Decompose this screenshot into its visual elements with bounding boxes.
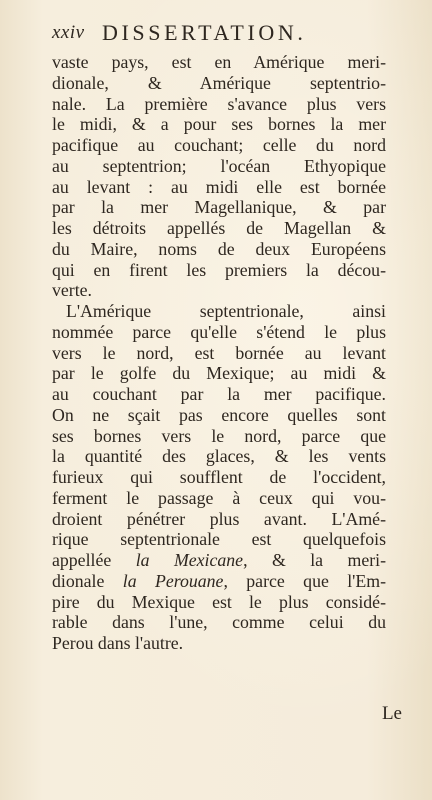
text-line: nale. La première s'avance plus vers [52, 93, 386, 114]
text-run: , & la meri- [243, 550, 386, 570]
text-line [52, 571, 386, 592]
text-line: verte. [52, 280, 92, 301]
italic-term-mexicane: la Mexicane [135, 550, 244, 570]
text-line: qui en firent les premiers la décou- [52, 259, 386, 280]
text-line [52, 550, 386, 571]
text-line: par le golfe du Mexique; au midi & [52, 363, 386, 384]
page-number: xxiv [52, 22, 85, 43]
text-line: au levant : au midi elle est bornée [52, 176, 386, 197]
text-line: nommée parce qu'elle s'étend le plus [52, 321, 386, 342]
paragraph-first-line: L'Amérique septentrionale, ainsi [66, 301, 386, 321]
text-line: les détroits appellés de Magellan & [52, 218, 386, 238]
text-line: par la mer Magellanique, & par [52, 197, 386, 218]
text-line: pire du Mexique est le plus considé- [52, 591, 386, 612]
text-line: ferment le passage à ceux qui vou- [52, 487, 386, 508]
text-line: dionale, & Amérique septentrio- [52, 72, 386, 93]
text-line: du Maire, noms de deux Européens [52, 238, 386, 259]
text-line: On ne sçait pas encore quelles sont [52, 404, 386, 425]
text-line: au couchant par la mer pacifique. [52, 384, 386, 404]
text-line: pacifique au couchant; celle du nord [52, 135, 386, 155]
text-line: vers le nord, est bornée au levant [52, 342, 386, 363]
text-line: la quantité des glaces, & les vents [52, 446, 386, 467]
text-line: au septentrion; l'océan Ethyopique [52, 155, 386, 176]
text-run: dionale [52, 570, 105, 591]
text-line: furieux qui soufflent de l'occident, [52, 467, 386, 487]
running-title: DISSERTATION. [102, 20, 307, 45]
text-line: ses bornes vers le nord, parce que [52, 425, 386, 446]
text-run: appellée [52, 550, 112, 570]
text-line: rable dans l'une, comme celui du [52, 612, 386, 633]
text-run: , parce que l'Em- [223, 570, 387, 591]
body-text [52, 52, 386, 654]
text-line: droient pénétrer plus avant. L'Amé- [52, 508, 386, 529]
text-line: le midi, & a pour ses bornes la mer [52, 114, 386, 135]
text-line: vaste pays, est en Amérique meri- [52, 52, 386, 72]
italic-term-perouane: la Perouane [122, 570, 224, 591]
text-line: rique septentrionale est quelquefois [52, 529, 386, 550]
catchword: Le [381, 703, 402, 724]
page-header [52, 20, 386, 50]
text-line: Perou dans l'autre. [52, 633, 184, 653]
